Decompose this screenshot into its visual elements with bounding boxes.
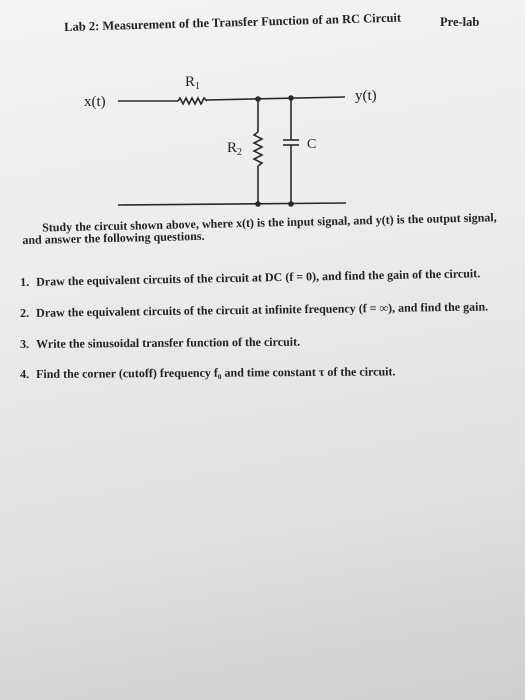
question-number: 3. — [20, 336, 30, 351]
question-text: Draw the equivalent circuits of the circuit at infinite frequency (f = ∞), and find the gain. — [35, 299, 489, 320]
r1-resistor-symbol — [178, 98, 207, 104]
ground-wire — [118, 203, 346, 205]
r2-resistor-symbol — [254, 132, 262, 166]
rc-circuit-diagram — [0, 0, 525, 230]
question-4 — [20, 364, 396, 382]
question-number: 2. — [20, 305, 30, 320]
question-text: Write the sinusoidal transfer function of the circuit. — [35, 334, 301, 351]
question-2 — [20, 299, 488, 321]
question-number: 1. — [20, 274, 30, 289]
intro-line-2: and answer the following questions. — [22, 228, 205, 247]
r1-label: $R_1$ — [185, 74, 201, 92]
lab-title: Lab 2: Measurement of the Transfer Function of an RC Circuit — [64, 10, 402, 34]
capacitor-label: C — [307, 137, 317, 152]
junction-dot — [288, 201, 294, 207]
question-text: Find the corner (cutoff) frequency f₀ and time constant τ of the circuit. — [35, 364, 396, 381]
junction-dot — [255, 96, 261, 102]
output-wire — [207, 97, 345, 100]
intro-line-1: Study the circuit shown above, where x(t) is the input signal, and y(t) is the output signal, — [41, 210, 497, 235]
question-number: 4. — [20, 366, 30, 381]
r2-label: $R_2$ — [227, 140, 243, 158]
junction-dot — [255, 201, 261, 207]
input-label: x(t) — [84, 94, 106, 110]
prelab-tag: Pre-lab — [440, 15, 480, 29]
output-label: y(t) — [355, 88, 377, 104]
junction-dot — [288, 95, 294, 101]
question-1 — [20, 266, 480, 290]
question-3 — [20, 335, 300, 352]
question-text: Draw the equivalent circuits of the circuit at DC (f = 0), and find the gain of the circuit. — [35, 266, 481, 289]
